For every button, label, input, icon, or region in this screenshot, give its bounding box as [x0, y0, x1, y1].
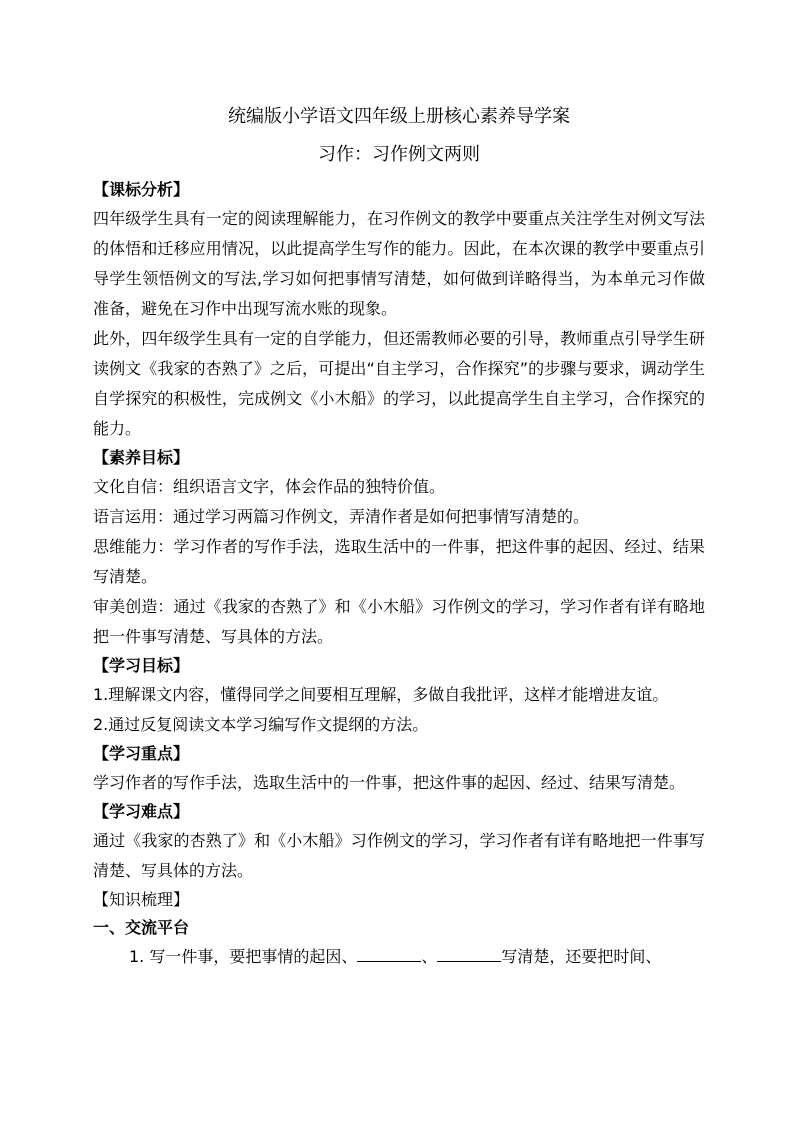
section-heading-focus: 【学习重点】 — [93, 744, 190, 763]
document-subtitle: 习作：习作例文两则 — [318, 144, 480, 165]
section-heading-difficulty: 【学习难点】 — [93, 802, 190, 821]
literacy-item: 文化自信：组织语言文字，体会作品的独特价值。 — [93, 477, 446, 496]
item-text-separator: 、 — [421, 947, 438, 966]
curriculum-paragraph-1: 四年级学生具有一定的阅读理解能力，在习作例文的教学中要重点关注学生对例文写法的体悟和迁移应用情况，以此提高学生写作的能力。因此，在本次课的教学中要重点引导学生领悟例文的写法,学习如何把事情写清楚，如何做到详略得当，为本单元习作做准备，避免在习作中出现写流水账的现象。 — [93, 209, 705, 318]
fill-blank-1[interactable] — [357, 945, 421, 962]
item-text-suffix: 写清楚，还要把时间、 — [501, 947, 662, 966]
literacy-item: 思维能力：学习作者的写作手法，选取生活中的一件事，把这件事的起因、经过、结果写清楚。 — [93, 537, 705, 586]
section-heading-knowledge: 【知识梳理】 — [93, 890, 190, 909]
knowledge-subheading: 一、交流平台 — [93, 918, 190, 937]
document-page — [93, 100, 705, 972]
section-heading-goals: 【学习目标】 — [93, 656, 190, 675]
goal-item: 1.理解课文内容，懂得同学之间要相互理解，多做自我批评，这样才能增进友谊。 — [93, 685, 669, 704]
section-heading-curriculum: 【课标分析】 — [93, 180, 190, 199]
difficulty-text: 通过《我家的杏熟了》和《小木船》习作例文的学习，学习作者有详有略地把一件事写清楚、写具体的方法。 — [93, 831, 705, 880]
focus-text: 学习作者的写作手法，选取生活中的一件事，把这件事的起因、经过、结果写清楚。 — [93, 773, 686, 792]
knowledge-item-1 — [129, 942, 705, 972]
goal-item: 2.通过反复阅读文本学习编写作文提纲的方法。 — [93, 715, 429, 734]
document-title: 统编版小学语文四年级上册核心素养导学案 — [228, 106, 570, 127]
curriculum-paragraph-2: 此外，四年级学生具有一定的自学能力，但还需教师必要的引导，教师重点引导学生研读例文《我家的杏熟了》之后，可提出“自主学习，合作探究”的步骤与要求，调动学生自学探究的积极性，完成例文《小木船》的学习，以此提高学生自主学习，合作探究的能力。 — [93, 329, 705, 438]
literacy-item: 审美创造：通过《我家的杏熟了》和《小木船》习作例文的学习，学习作者有详有略地把一件事写清楚、写具体的方法。 — [93, 597, 705, 646]
section-heading-literacy: 【素养目标】 — [93, 448, 190, 467]
item-text-prefix: 1. 写一件事，要把事情的起因、 — [129, 947, 358, 966]
fill-blank-2[interactable] — [437, 945, 501, 962]
literacy-item: 语言运用：通过学习两篇习作例文，弄清作者是如何把事情写清楚的。 — [93, 507, 590, 526]
